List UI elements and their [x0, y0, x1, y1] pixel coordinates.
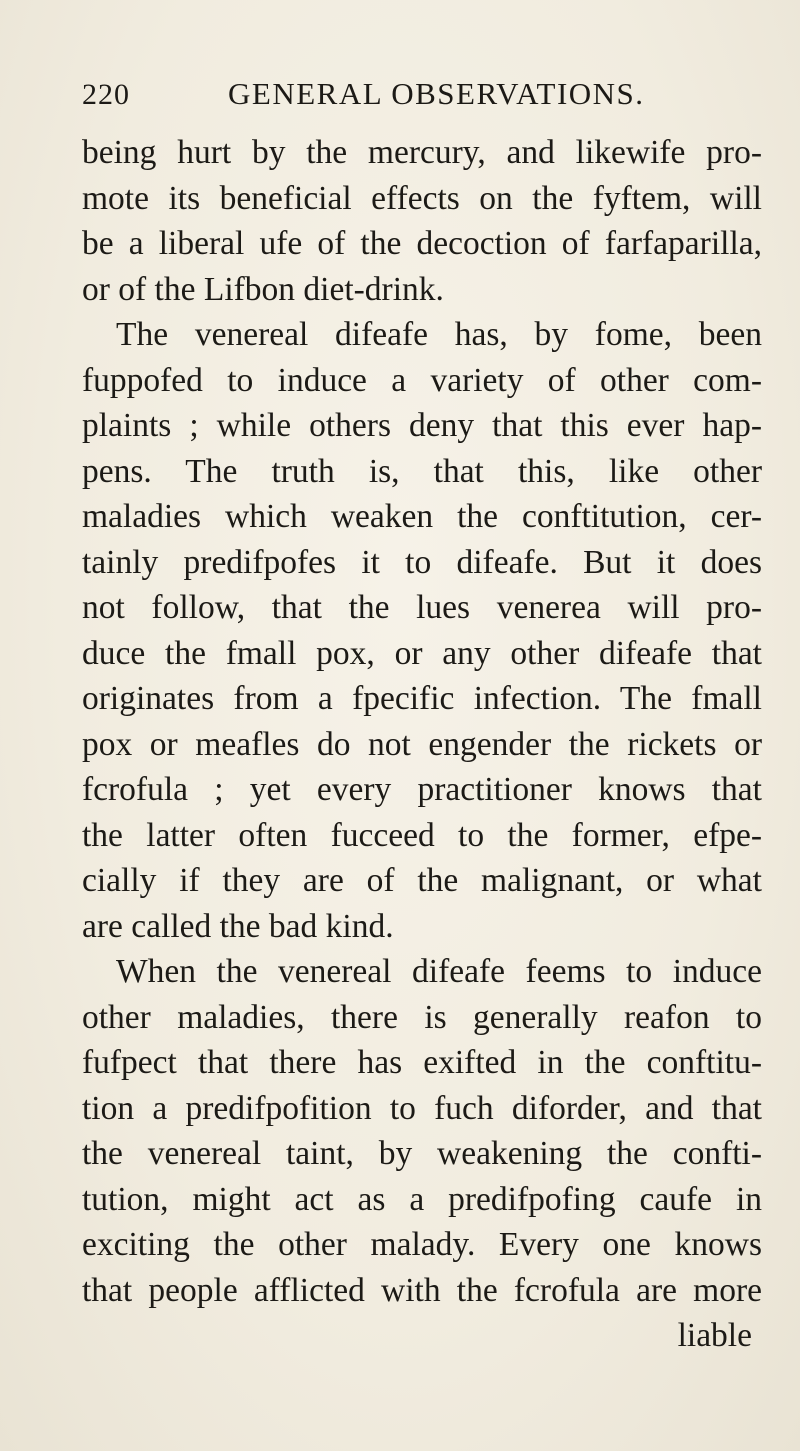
text-line: pens. The truth is, that this, like other — [82, 452, 762, 490]
body-text — [82, 130, 762, 1359]
page-header — [82, 76, 722, 116]
text-line: not follow, that the lues venerea will pro- — [82, 589, 762, 626]
text-line: cially if they are of the malignant, or what — [82, 862, 762, 899]
text-line: originates from a fpecific infection. The fmall — [82, 680, 762, 717]
text-line: fufpect that there has exifted in the conftitu- — [82, 1044, 762, 1081]
text-line: other maladies, there is generally reafon to — [82, 998, 762, 1036]
text-line: plaints ; while others deny that this ever hap- — [82, 407, 762, 444]
text-line: mote its beneficial effects on the fyftem, will — [82, 179, 762, 217]
running-head: GENERAL OBSERVATIONS. — [228, 76, 645, 111]
text-line: the latter often fucceed to the former, efpe- — [82, 816, 762, 854]
text-line: tution, might act as a predifpofing caufe in — [82, 1180, 762, 1218]
text-line: tainly predifpofes it to difeafe. But it does — [82, 543, 762, 581]
text-line: exciting the other malady. Every one knows — [82, 1226, 762, 1263]
text-line: be a liberal ufe of the decoction of farfaparilla, — [82, 225, 762, 262]
text-line: are called the bad kind. — [82, 907, 394, 945]
text-line: or of the Lifbon diet-drink. — [82, 270, 444, 308]
text-line: tion a predifpofition to fuch diforder, and that — [82, 1089, 762, 1127]
text-line: that people afflicted with the fcrofula are more — [82, 1271, 762, 1309]
text-line: fcrofula ; yet every practitioner knows that — [82, 771, 762, 808]
page-number: 220 — [82, 78, 130, 111]
text-line: fuppofed to induce a variety of other com- — [82, 361, 762, 399]
text-line: maladies which weaken the conftitution, cer- — [82, 498, 762, 535]
text-line: The venereal difeafe has, by fome, been — [116, 316, 762, 353]
text-line: pox or meafles do not engender the rickets or — [82, 725, 762, 763]
text-line: When the venereal difeafe feems to induce — [116, 953, 762, 990]
text-line: being hurt by the mercury, and likewife pro- — [82, 134, 762, 171]
text-line: duce the fmall pox, or any other difeafe that — [82, 634, 762, 672]
catchword: liable — [677, 1317, 752, 1354]
text-line: the venereal taint, by weakening the confti- — [82, 1135, 762, 1172]
